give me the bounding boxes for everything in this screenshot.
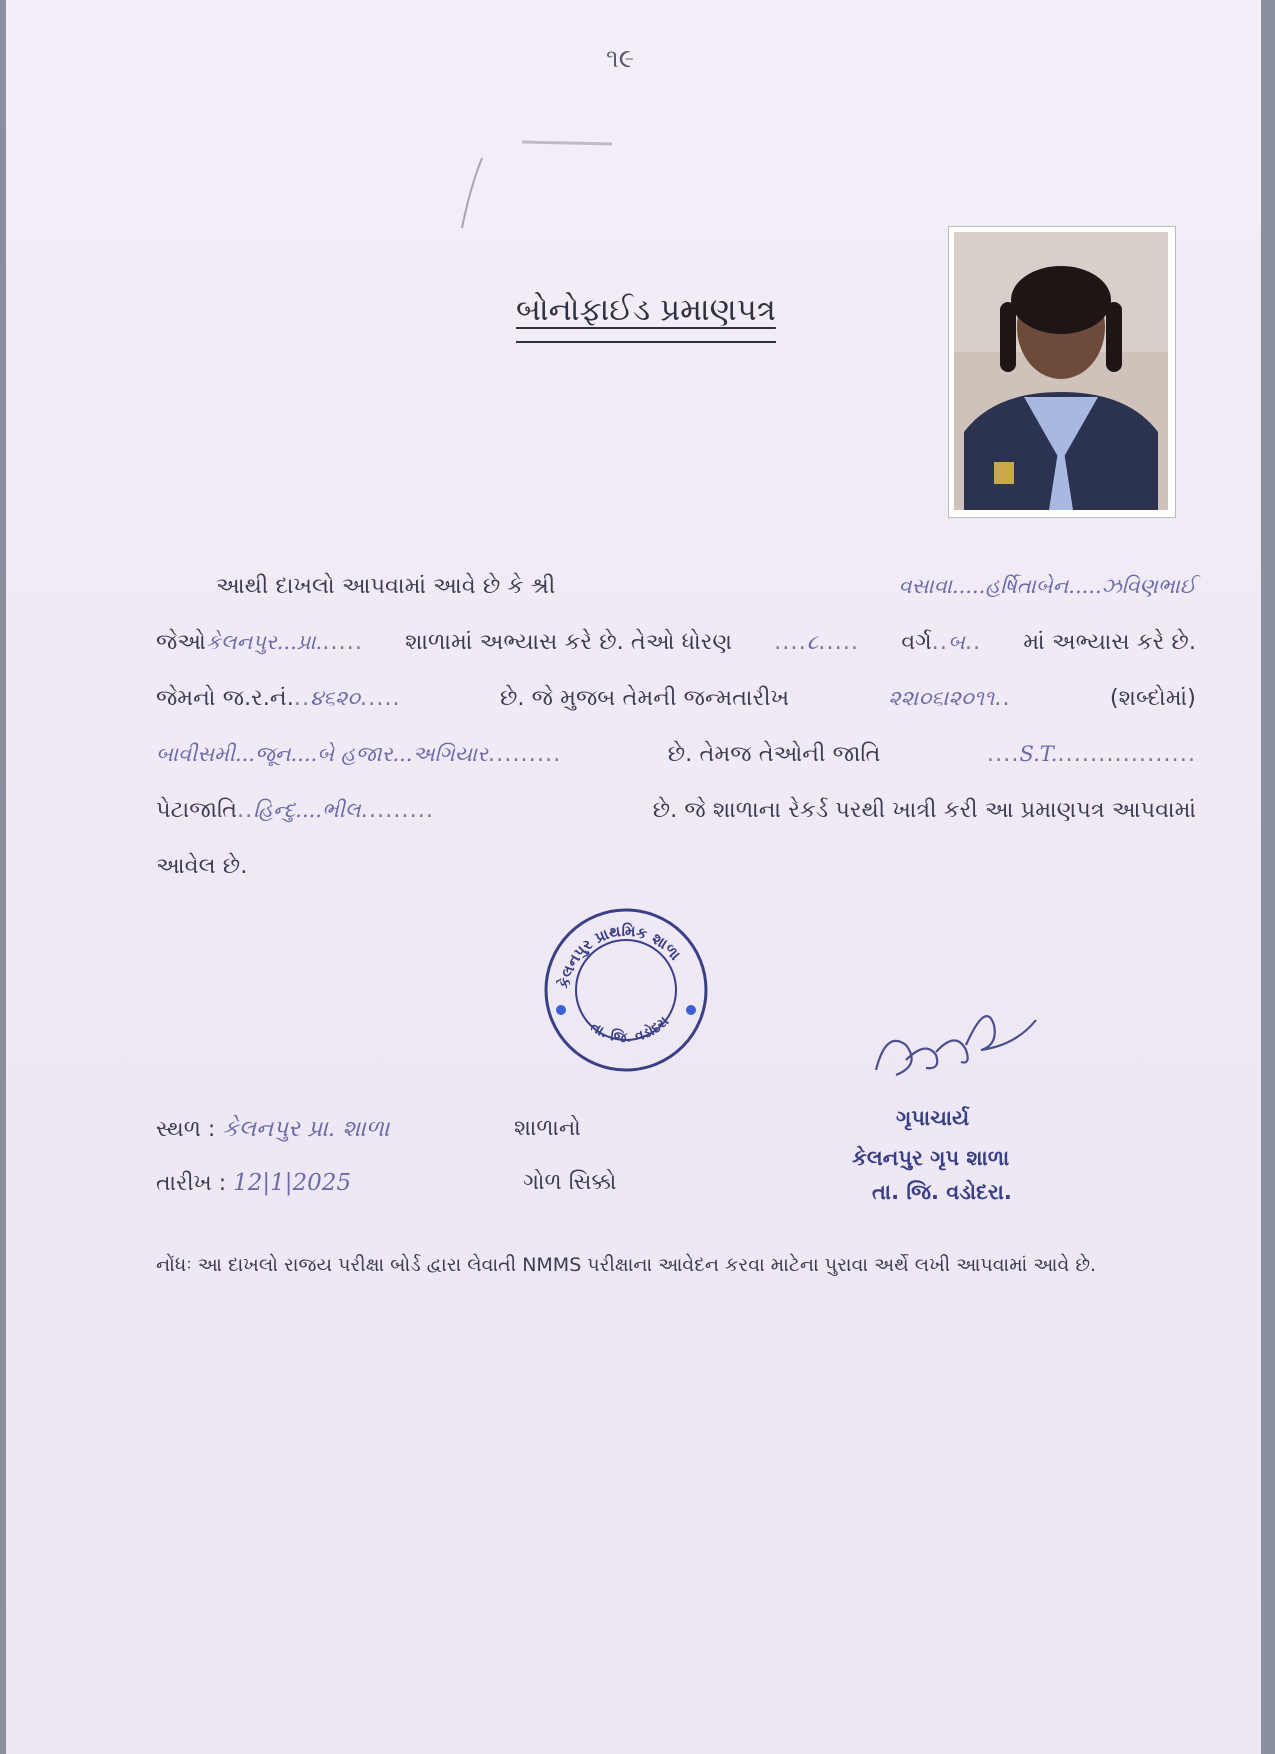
signatory-stamp-line-3: તા. જિ. વડોદરા. xyxy=(872,1180,1012,1204)
school-round-stamp xyxy=(541,905,711,1075)
student-name-field: વસાવા.....હર્ષિતાબેન.....ઝવિણભાઈ xyxy=(898,574,1196,598)
principal-signature xyxy=(866,990,1046,1100)
seal-label-line-1: શાળાનો xyxy=(514,1116,581,1141)
place-row xyxy=(156,1116,389,1142)
place-label: સ્થળ : xyxy=(156,1117,216,1142)
birth-date-words-field: બાવીસમી...જૂન....બે હજાર...અગિયાર xyxy=(156,742,488,766)
body-text: વર્ગ xyxy=(901,629,932,655)
body-text: છે. જે શાળાના રેકર્ડ પરથી ખાત્રી કરી આ પ્રમાણપત્ર આપવામાં xyxy=(652,797,1196,823)
body-line-4: બાવીસમી...જૂન....બે હજાર...અગિયાર......... છે. તેમજ તેઓની જાતિ ....S.T.................. xyxy=(156,726,1196,782)
body-line-1 xyxy=(156,558,1196,614)
seal-label-line-2: ગોળ સિક્કો xyxy=(523,1170,617,1195)
body-text: આવેલ છે. xyxy=(156,853,248,879)
signatory-stamp-line-1: ગૃપાચાર્ય xyxy=(896,1106,970,1130)
body-text: જેમનો જ.ર.નં. xyxy=(156,685,294,711)
body-text: જેઓ xyxy=(156,629,206,655)
body-line-3: જેમનો જ.ર.નં...૪૬૨૦..... છે. જે મુજબ તેમની જન્મતારીખ ૨૨।૦૬।૨૦૧૧.. (શબ્દોમાં) xyxy=(156,670,1196,726)
date-label: તારીખ : xyxy=(156,1171,227,1196)
body-line-2: જેઓકેલનપુર...પ્રા...... શાળામાં અભ્યાસ કરે છે. તેઓ ધોરણ ....૮..... વર્ગ..બ.. માં અભ્યાસ કરે છે. xyxy=(156,614,1196,670)
body-line-6 xyxy=(156,838,1196,894)
certificate-page xyxy=(6,0,1261,1754)
subcaste-field: હિન્દુ....ભીલ xyxy=(253,798,361,822)
body-text: માં અભ્યાસ કરે છે. xyxy=(1023,629,1196,655)
body-text: પેટાજાતિ xyxy=(156,797,238,823)
place-value: કેલનપુર પ્રા. શાળા xyxy=(222,1116,390,1142)
standard-field: ૮ xyxy=(806,630,819,654)
body-text: (શબ્દોમાં) xyxy=(1109,685,1196,711)
date-value: 12|1|2025 xyxy=(233,1170,352,1196)
caste-field: S.T. xyxy=(1019,742,1058,766)
division-field: બ xyxy=(947,630,965,654)
date-row xyxy=(156,1170,351,1196)
body-text: છે. તેમજ તેઓની જાતિ xyxy=(667,741,881,767)
student-photo xyxy=(948,226,1176,518)
body-text: છે. જે મુજબ તેમની જન્મતારીખ xyxy=(499,685,790,711)
registration-number-field: ૪૬૨૦ xyxy=(310,686,360,710)
school-name-field: કેલનપુર...પ્રા. xyxy=(205,630,323,654)
body-text: આથી દાખલો આપવામાં આવે છે કે શ્રી xyxy=(216,573,556,599)
signatory-stamp-line-2: કેલનપુર ગૃપ શાળા xyxy=(852,1146,1010,1170)
certificate-title: બોનોફાઈડ પ્રમાણપત્ર xyxy=(516,292,776,328)
page-number: ૧૯ xyxy=(606,44,635,74)
stamp-bottom-text: તા. જિ. વડોદરા xyxy=(587,1013,673,1047)
stamp-top-text: કેલનપુર પ્રાથમિક શાળા xyxy=(555,921,685,990)
student-photo-image xyxy=(954,232,1168,510)
body-line-5: પેટાજાતિ..હિન્દુ....ભીલ......... છે. જે શાળાના રેકર્ડ પરથી ખાત્રી કરી આ પ્રમાણપત્ર આપવામાં xyxy=(156,782,1196,838)
pen-scribble-mark xyxy=(452,138,652,248)
body-text: શાળામાં અભ્યાસ કરે છે. તેઓ ધોરણ xyxy=(405,629,732,655)
birth-date-field: ૨૨।૦૬।૨૦૧૧ xyxy=(888,686,995,710)
certificate-body xyxy=(156,558,1196,894)
footnote: નોંધઃ આ દાખલો રાજય પરીક્ષા બોર્ડ દ્વારા લેવાતી NMMS પરીક્ષાના આવેદન કરવા માટેના પુરાવા અર્થે લખી આપવામાં આવે છે. xyxy=(156,1254,1097,1276)
